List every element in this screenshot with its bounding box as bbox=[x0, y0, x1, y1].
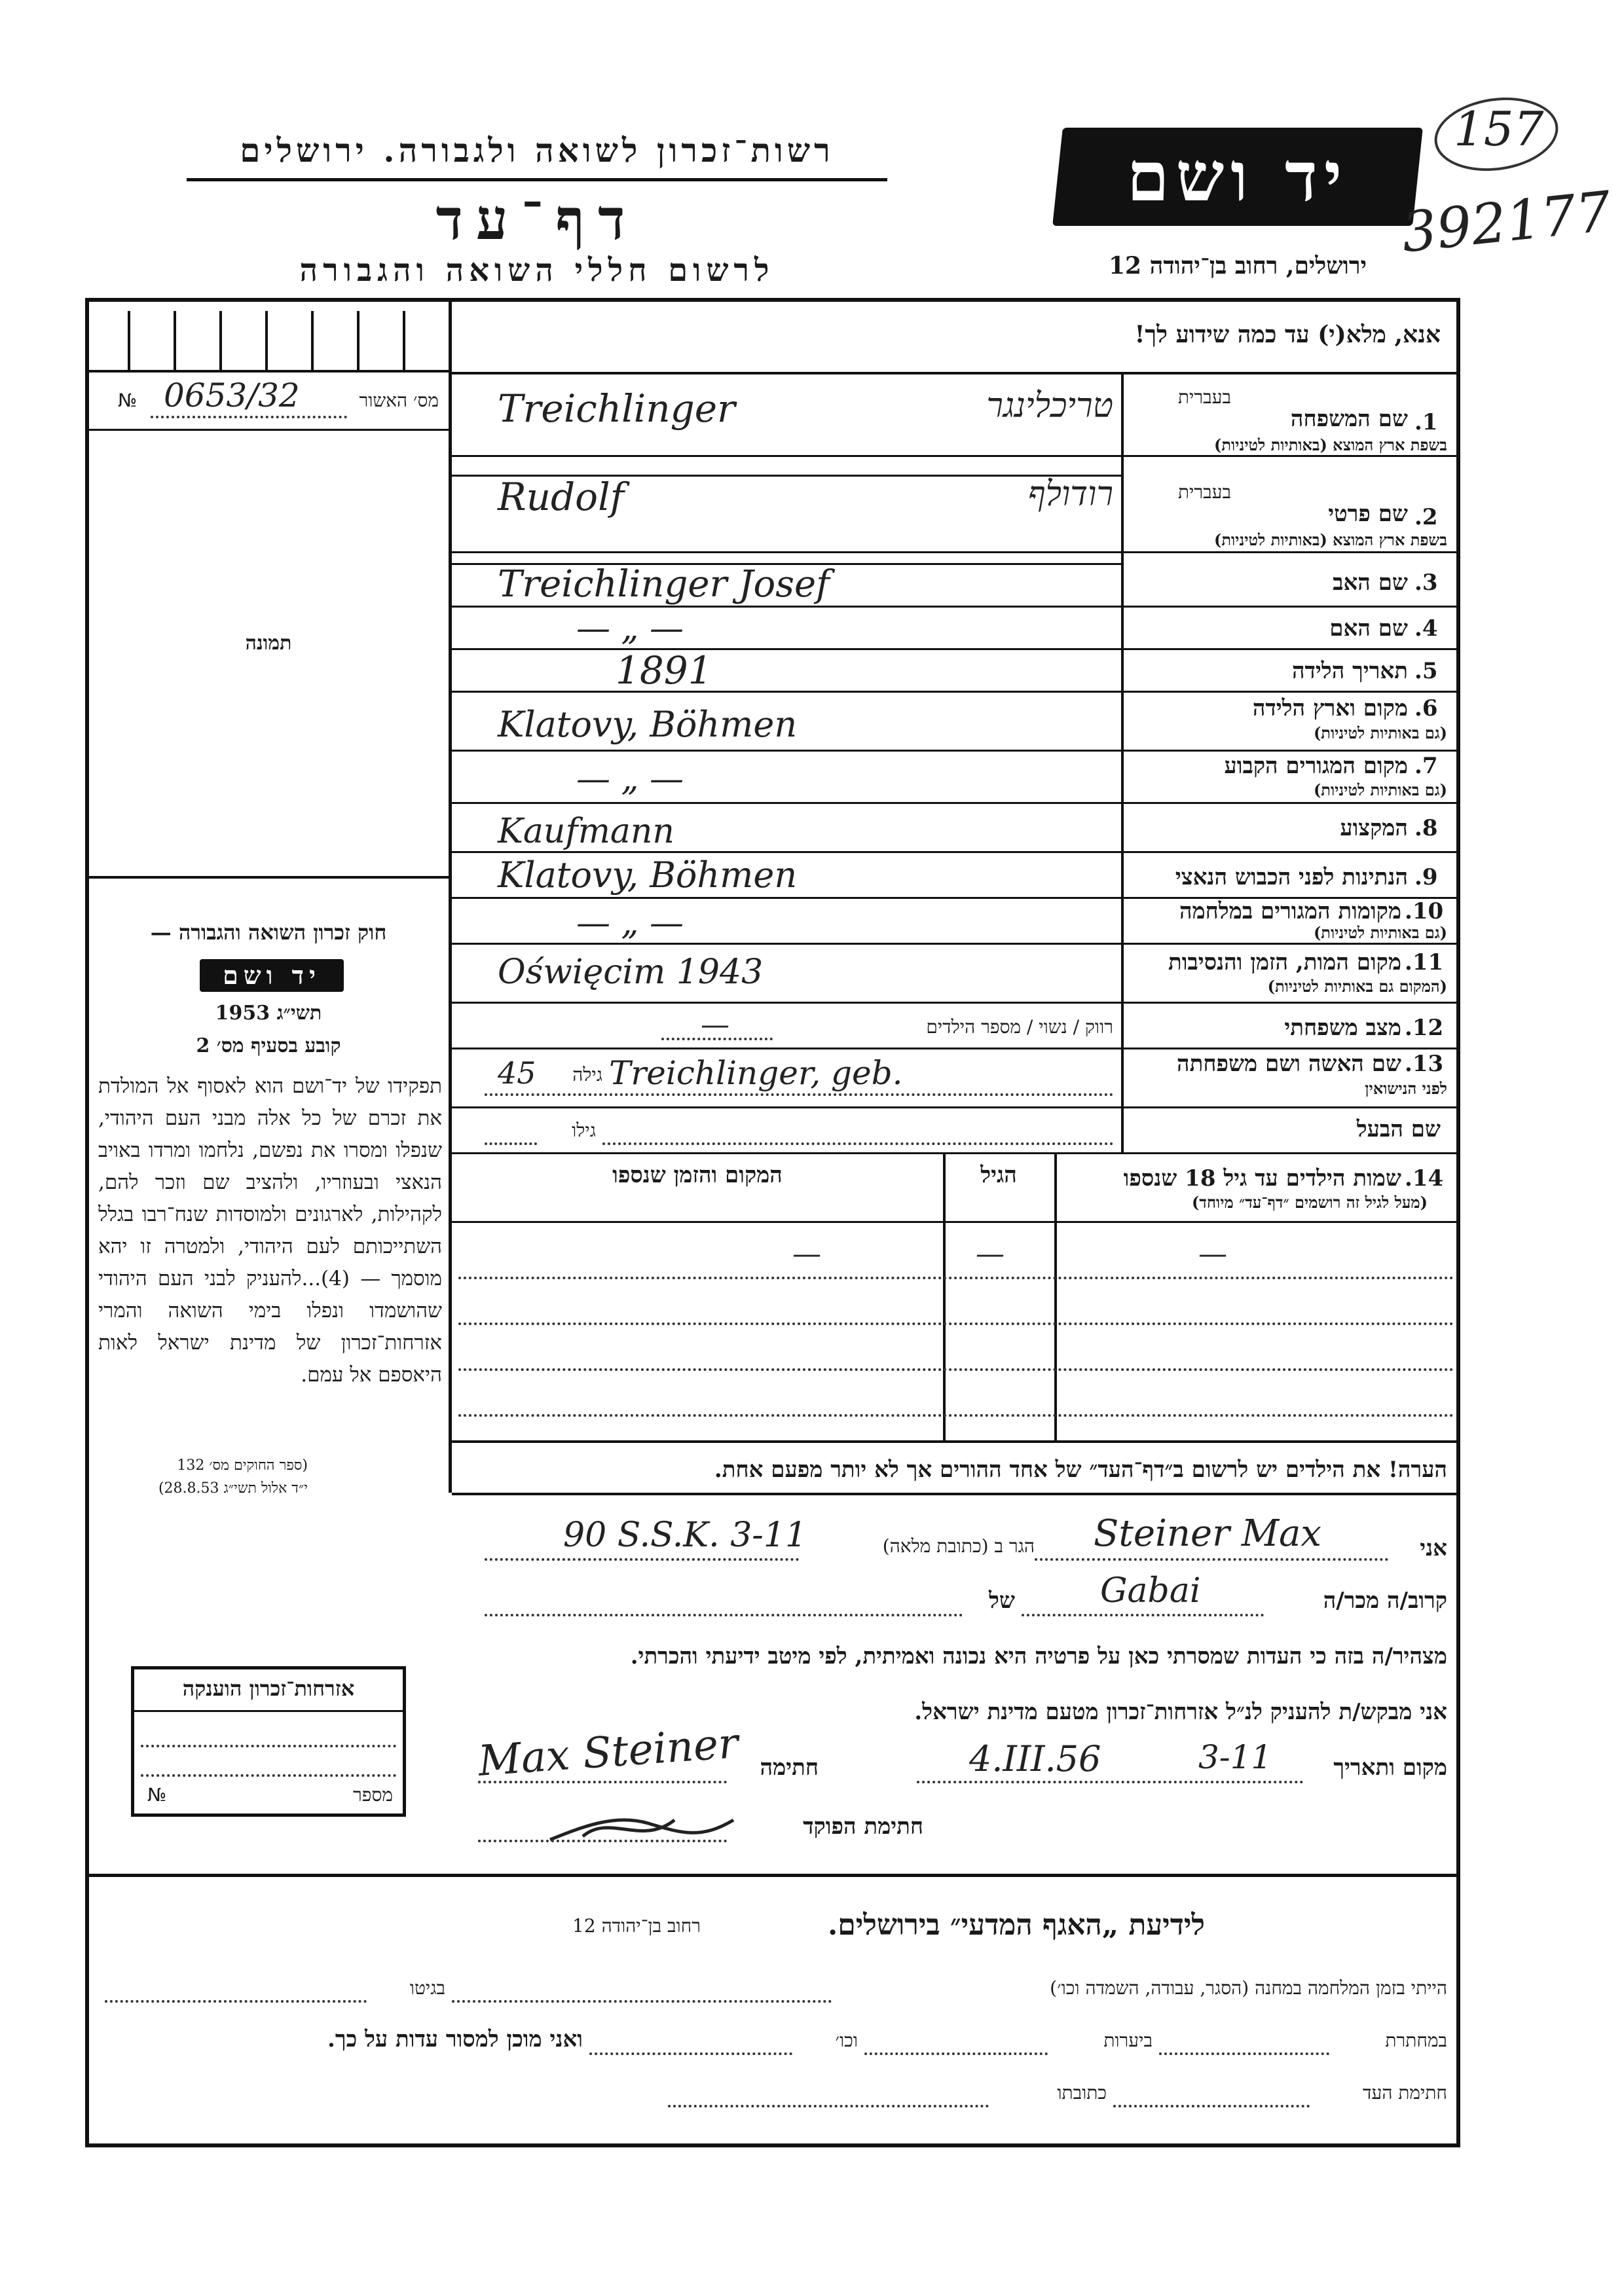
f13-age-label: גילה bbox=[572, 1064, 602, 1085]
law-text: תפקידו של יד־ושם הוא לאסוף אל המולדת את זכרם של כל אלה מבני העם היהודי, שנפלו ומסרו את נפשם, נלחמו ומרדו באויב הנאצי ובעוזריו, ולהציב שם וזכר להם, לקהילות, לארגונים ולמוסדות שנח־רבו בגלל השתייכותם לעם היהודי, ולמטרה זו יהא מוסמך — (4)...להעניק לבני העם היהודי שהושמדו ונפלו בימי השואה והמרי אזרחות־זכרון של מדינת ישראל לאות היאספם אל עמם. bbox=[98, 1074, 442, 1387]
form-title: דף־עד bbox=[435, 187, 638, 253]
f1-value-heb: טריכלינגר bbox=[986, 386, 1113, 426]
relation-value: Gabai bbox=[1100, 1571, 1201, 1611]
f14-dash-age: — bbox=[976, 1237, 1005, 1271]
f9-label: הנתינות לפני הכבוש הנאצי bbox=[1175, 864, 1408, 890]
scientific-divider bbox=[88, 1874, 1460, 1877]
f13-sub: לפני הנישואין bbox=[1365, 1079, 1447, 1098]
children-col-divider-1 bbox=[1054, 1152, 1057, 1440]
f7-sub: (גם באותיות לטיניות) bbox=[1313, 780, 1447, 799]
f8-label: המקצוע bbox=[1340, 815, 1408, 841]
declarant-signature: Max Steiner bbox=[476, 1719, 740, 1786]
law-ref: (ספר החוקים מס׳ 132 bbox=[177, 1457, 308, 1474]
citizenship-number-label: מספר bbox=[353, 1784, 393, 1806]
sci-l2-d: ואני מוכן למסור עדות על כך. bbox=[327, 2026, 583, 2052]
f4-label: שם האם bbox=[1329, 615, 1408, 642]
sci-l3-b: כתובתו bbox=[1057, 2082, 1107, 2104]
f2-heb-tag: בעברית bbox=[1177, 481, 1231, 503]
law-heading: חוק זכרון השואה והגבורה — bbox=[150, 920, 387, 945]
f12-label: מצב משפחתי bbox=[1284, 1015, 1401, 1041]
label-divider bbox=[1121, 373, 1124, 1152]
note-top-line bbox=[452, 1440, 1457, 1443]
f9-value: Klatovy, Böhmen bbox=[498, 854, 798, 896]
f7-label: מקום המגורים הקבוע bbox=[1224, 753, 1408, 779]
f3-value: Treichlinger Josef bbox=[498, 563, 830, 606]
declarant-ani: אני bbox=[1420, 1535, 1447, 1561]
form-subtitle: לרשום חללי השואה והגבורה bbox=[299, 252, 775, 289]
sci-l1-b: בגיטו bbox=[409, 1977, 445, 1999]
relation-label: קרוב/ה מכר/ה bbox=[1323, 1588, 1447, 1614]
sci-l3-a: חתימת העד bbox=[1363, 2082, 1447, 2104]
f11-sub: (המקום גם באותיות לטיניות) bbox=[1267, 977, 1447, 996]
place-date-label: מקום ותאריך bbox=[1333, 1755, 1447, 1781]
sci-l2-a: במחתרת bbox=[1385, 2030, 1447, 2051]
sci-l2-c: וכו׳ bbox=[835, 2030, 858, 2051]
f10-num: 10. bbox=[1405, 898, 1444, 924]
law-year: תשי״ג 1953 bbox=[215, 1002, 322, 1025]
husband-label: שם הבעל bbox=[1356, 1116, 1441, 1142]
scientific-address: רחוב בן־יהודה 12 bbox=[572, 1915, 701, 1937]
cert-prefix: № bbox=[118, 390, 138, 411]
f2-value-latin: Rudolf bbox=[498, 475, 625, 519]
f13-value: Treichlinger, geb. bbox=[609, 1054, 903, 1092]
f6-num: 6. bbox=[1414, 695, 1438, 721]
f11-label: מקום המות, הזמן והנסיבות bbox=[1168, 949, 1401, 975]
f4-num: 4. bbox=[1414, 615, 1438, 642]
f12-value: — bbox=[701, 1008, 729, 1042]
officer-signature-scribble bbox=[544, 1800, 740, 1853]
f14-num: 14. bbox=[1405, 1165, 1444, 1192]
f3-num: 3. bbox=[1414, 570, 1438, 596]
handwritten-number-top: 157 bbox=[1454, 101, 1544, 156]
scientific-title: לידיעת „האגף המדעי״ בירושלים. bbox=[827, 1908, 1205, 1942]
f5-num: 5. bbox=[1414, 658, 1438, 684]
logo-text: יד ושם bbox=[1126, 136, 1349, 217]
citizenship-title: אזרחות־זכרון הוענקה bbox=[182, 1676, 355, 1701]
f14-sub: (מעל לגיל זה רושמים ״דף־עד״ מיוחד) bbox=[1191, 1193, 1428, 1212]
law-section: קובע בסעיף מס׳ 2 bbox=[196, 1034, 341, 1057]
f11-value: Oświęcim 1943 bbox=[498, 953, 764, 992]
f14-label: שמות הילדים עד גיל 18 שנספו bbox=[1123, 1165, 1401, 1192]
org-address: ירושלים, רחוב בן־יהודה 12 bbox=[1108, 252, 1367, 280]
f3-label: שם האב bbox=[1333, 570, 1408, 596]
f6-sub: (גם באותיות לטיניות) bbox=[1313, 723, 1447, 742]
declarant-name: Steiner Max bbox=[1094, 1512, 1322, 1555]
f10-value: — „ — bbox=[576, 903, 684, 943]
f7-num: 7. bbox=[1414, 753, 1438, 779]
sci-l2-b: ביערות bbox=[1103, 2030, 1153, 2051]
f1-label: שם המשפחה bbox=[1290, 406, 1408, 432]
intro-instruction: אנא, מלא(י) עד כמה שידוע לך! bbox=[1134, 321, 1441, 348]
cert-label: מס׳ האשור bbox=[359, 390, 439, 411]
declaration-text: מצהיר/ה בזה כי העדות שמסרתי כאן על פרטיה היא נכונה ואמיתית, לפי מיטב ידיעתי והכרתי. bbox=[630, 1643, 1447, 1669]
f1-num: 1. bbox=[1414, 409, 1438, 435]
org-underline bbox=[187, 178, 887, 181]
f12-options: רווק / נשוי / מספר הילדים bbox=[926, 1016, 1113, 1038]
relation-of: של bbox=[989, 1588, 1015, 1614]
note-bottom-line bbox=[452, 1493, 1457, 1495]
f13-num: 13. bbox=[1405, 1051, 1444, 1077]
f6-label: מקום וארץ הלידה bbox=[1252, 695, 1408, 721]
f4-value: — „ — bbox=[576, 609, 684, 648]
f11-num: 11. bbox=[1405, 949, 1444, 975]
husband-age-label: גילו bbox=[572, 1120, 596, 1141]
f2-sub: בשפת ארץ המוצא (באותיות לטיניות) bbox=[1214, 530, 1447, 549]
f1-heb-tag: בעברית bbox=[1177, 386, 1231, 408]
f10-sub: (גם באותיות לטיניות) bbox=[1313, 923, 1447, 942]
declarant-date: 4.III.56 bbox=[969, 1738, 1101, 1779]
f13-age: 45 bbox=[498, 1055, 536, 1091]
org-line: רשות־זכרון לשואה ולגבורה. ירושלים bbox=[240, 131, 834, 170]
note-text: הערה! את הילדים יש לרשום ב״דף־העד״ של אחד ההורים אך לא יותר מפעם אחת. bbox=[714, 1457, 1447, 1483]
law-name: יד ושם bbox=[223, 960, 321, 990]
f13-label: שם האשה ושם משפחתה bbox=[1177, 1051, 1401, 1077]
f14-dash-name: — bbox=[1198, 1237, 1227, 1271]
sci-l1-a: הייתי בזמן המלחמה במחנה (הסגר, עבודה, השמדה וכו׳) bbox=[1050, 1977, 1447, 1999]
f1-sub: בשפת ארץ המוצא (באותיות לטיניות) bbox=[1214, 435, 1447, 454]
signature-label: חתימה bbox=[760, 1755, 819, 1781]
f2-num: 2. bbox=[1414, 504, 1438, 530]
f12-num: 12. bbox=[1405, 1015, 1444, 1041]
intro-underline bbox=[452, 372, 1457, 374]
f14-col-age: הגיל bbox=[980, 1162, 1017, 1188]
cert-dotline bbox=[151, 416, 347, 418]
f5-value: 1891 bbox=[616, 648, 712, 693]
f8-num: 8. bbox=[1414, 815, 1438, 841]
f9-num: 9. bbox=[1414, 864, 1438, 890]
f14-col-place: המקום והזמן שנספו bbox=[612, 1162, 783, 1188]
law-name-plate bbox=[200, 959, 344, 992]
declarant-address: 90 S.S.K. 3-11 bbox=[563, 1516, 807, 1555]
cert-box-line bbox=[88, 429, 449, 431]
f14-dash-place: — bbox=[792, 1237, 821, 1271]
f2-value-heb: רודולף bbox=[1027, 475, 1113, 514]
f10-label: מקומות המגורים במלחמה bbox=[1179, 898, 1401, 924]
f1-value-latin: Treichlinger bbox=[498, 386, 735, 431]
cert-number: 0653/32 bbox=[164, 376, 300, 414]
declarant-place: 3-11 bbox=[1198, 1738, 1272, 1776]
handwritten-record-id: 392177 bbox=[1398, 179, 1614, 265]
f5-label: תאריך הלידה bbox=[1291, 658, 1408, 684]
yad-vashem-logo bbox=[1052, 128, 1423, 226]
declarant-dwelling: הגר ב (כתובת מלאה) bbox=[882, 1535, 1035, 1557]
f8-value: Kaufmann bbox=[498, 812, 674, 851]
officer-label: חתימת הפוקד bbox=[803, 1813, 923, 1840]
f7-value: — „ — bbox=[576, 759, 684, 799]
law-date: י״ד אלול תשי״ג 28.8.53) bbox=[158, 1480, 308, 1497]
code-boxes bbox=[88, 301, 449, 373]
photo-label: תמונה bbox=[245, 632, 292, 655]
photo-bottom-line bbox=[88, 876, 449, 879]
f2-label: שם פרטי bbox=[1328, 501, 1408, 527]
citizenship-prefix: № bbox=[147, 1784, 167, 1806]
f6-value: Klatovy, Böhmen bbox=[498, 704, 798, 745]
request-text: אני מבקש/ת להעניק לנ״ל אזרחות־זכרון מטעם מדינת ישראל. bbox=[914, 1699, 1447, 1725]
children-col-divider-2 bbox=[943, 1152, 946, 1440]
